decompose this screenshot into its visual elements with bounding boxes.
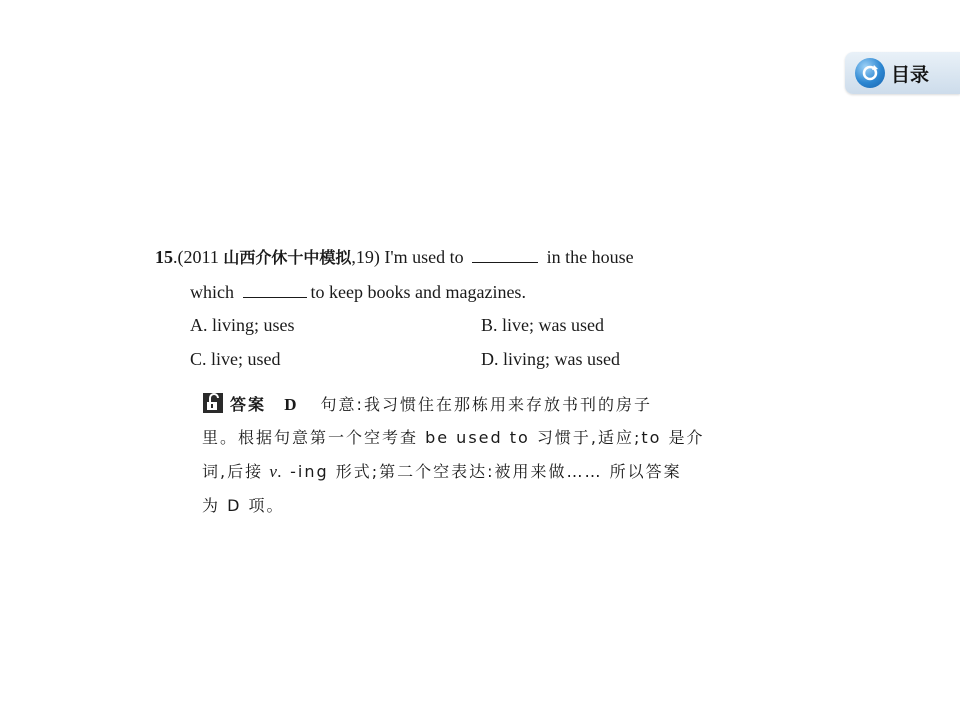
option-a: A. living; uses — [190, 315, 295, 335]
answer-explanation-line-3b: v. — [269, 462, 284, 481]
answer-explanation-line-2: 里。根据句意第一个空考查 be used to 习惯于,适应;to 是介 — [202, 428, 705, 447]
answer-line-3 — [202, 460, 802, 484]
option-c: C. live; used — [190, 349, 281, 369]
answer-label: 答案 — [230, 395, 267, 414]
option-d: D. living; was used — [481, 349, 620, 369]
answer-explanation-line-4: 为 D 项。 — [202, 496, 285, 515]
stem-text-1: I'm used to — [384, 247, 464, 267]
question-source-prefix: .(2011 — [173, 247, 224, 267]
answer-explanation-line-3c: -ing 形式;第二个空表达:被用来做…… 所以答案 — [290, 462, 682, 481]
stem-text-2: in the house — [546, 247, 634, 267]
blank-2 — [243, 279, 307, 298]
answer-explanation-line-3a: 词,后接 — [202, 462, 264, 481]
stem-text-3: which — [190, 282, 234, 302]
refresh-circle-icon — [855, 58, 885, 88]
answer-choice: D — [284, 395, 299, 414]
stem-text-4: to keep books and magazines. — [310, 282, 526, 302]
question-line-2 — [190, 279, 526, 304]
option-b: B. live; was used — [481, 315, 604, 335]
answer-line-2 — [202, 426, 802, 450]
unlock-icon — [202, 392, 224, 414]
question-line-1 — [155, 244, 634, 270]
blank-1 — [472, 244, 538, 263]
answer-line-1 — [202, 392, 802, 417]
toc-label: 目录 — [891, 63, 930, 86]
question-number: 15 — [155, 247, 173, 267]
answer-line-4 — [202, 494, 802, 518]
question-source-suffix: ,19) — [351, 247, 380, 267]
answer-explanation-line-1: 句意:我习惯住在那栋用来存放书刊的房子 — [320, 395, 652, 414]
question-source-school: 山西介休十中模拟 — [223, 248, 352, 267]
table-of-contents-button[interactable] — [845, 52, 960, 94]
